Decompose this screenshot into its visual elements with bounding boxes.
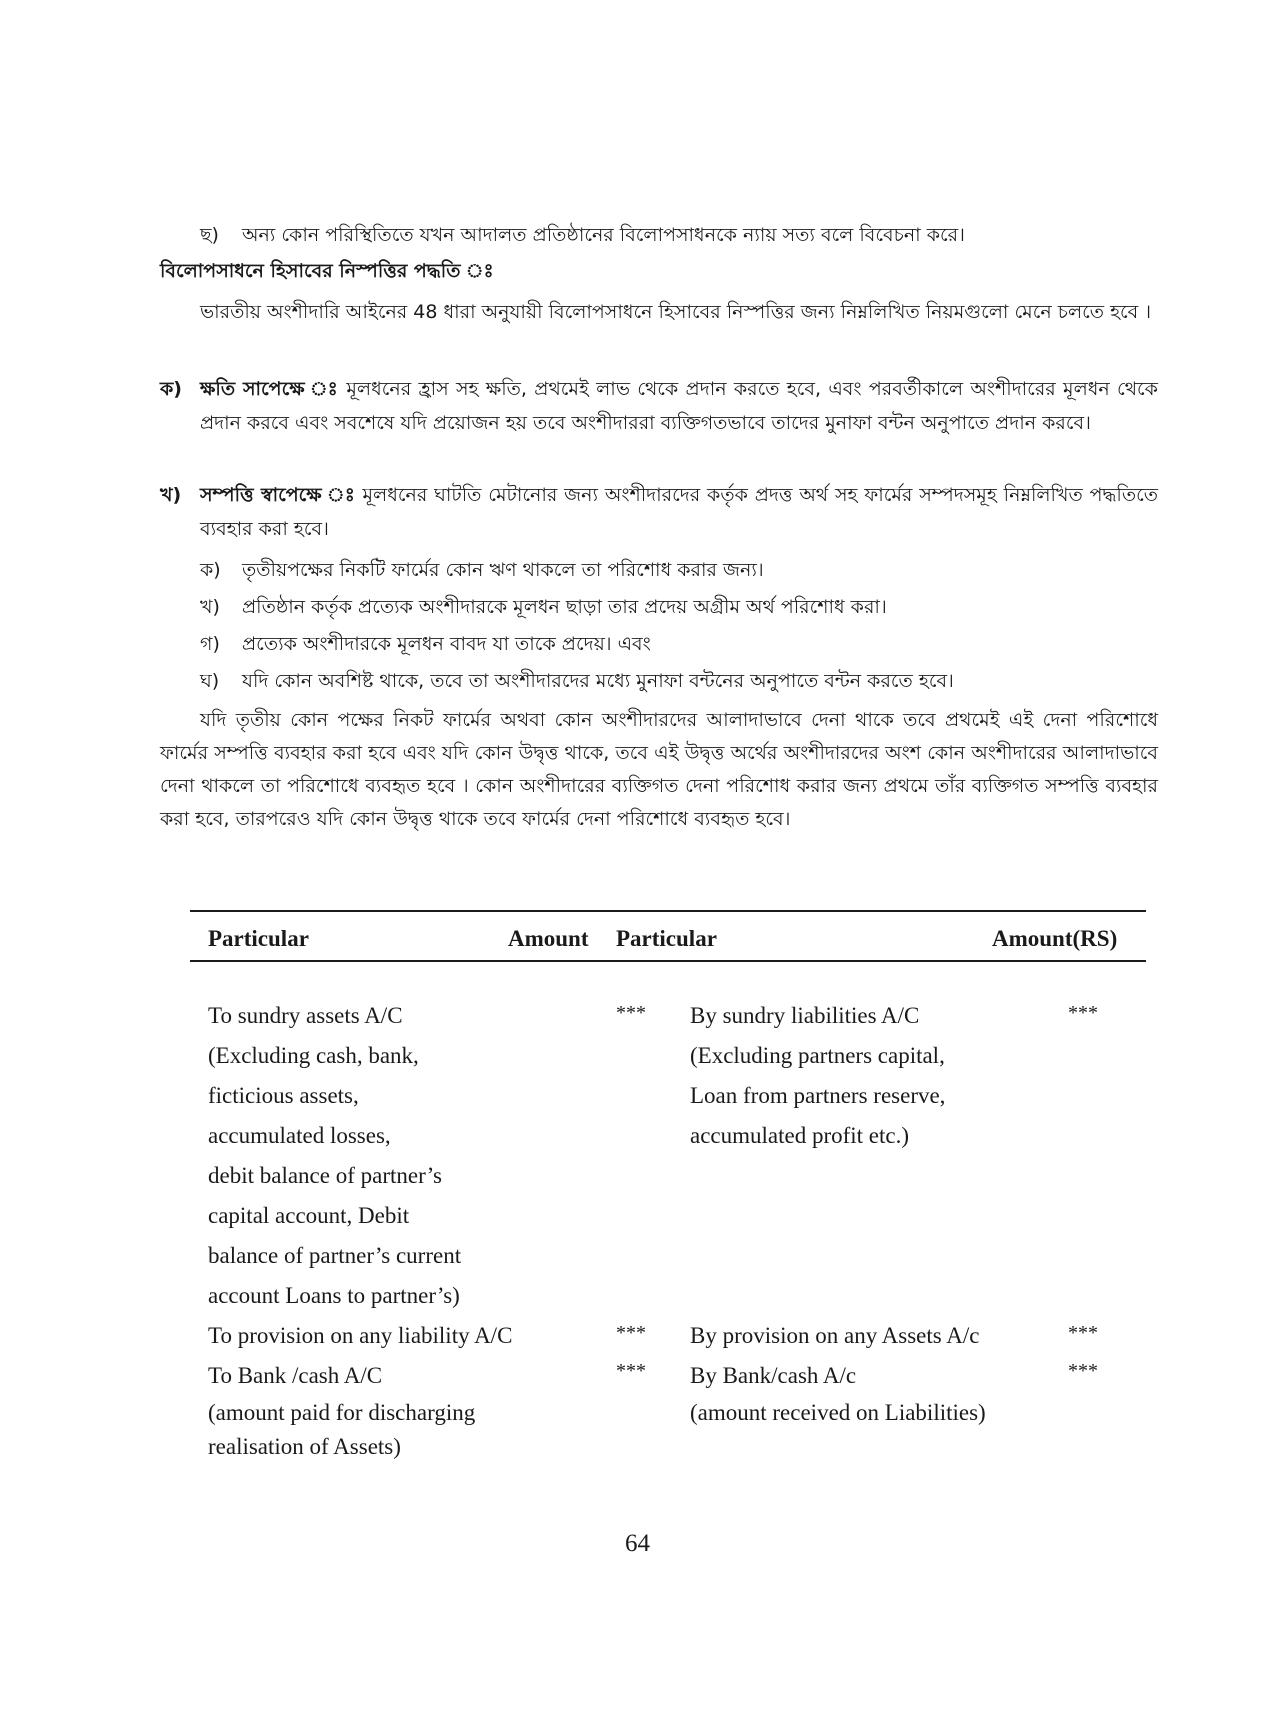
credit-row-line: By provision on any Assets A/c (690, 1323, 980, 1348)
credit-row-line: accumulated profit etc.) (690, 1123, 910, 1148)
header-amount-credit: Amount(RS) (992, 926, 1118, 951)
sub-item (200, 627, 1158, 661)
debit-row-line: accumulated losses, (208, 1123, 391, 1148)
intro-item-text: অন্য কোন পরিস্থিতিতে যখন আদালত প্রতিষ্ঠানের বিলোপসাধনকে ন্যায় সত্য বলে বিবেচনা করে। (242, 224, 965, 246)
debit-row-line: account Loans to partner’s) (208, 1283, 460, 1308)
credit-amount: *** (1068, 1002, 1098, 1024)
debit-row-line: To sundry assets A/C (208, 1003, 403, 1028)
debit-row-line: realisation of Assets) (208, 1434, 401, 1459)
rule-ka (160, 372, 1158, 482)
sub-item (200, 553, 1158, 587)
credit-row-line: Loan from partners reserve, (690, 1083, 946, 1108)
header-particular-credit: Particular (616, 926, 717, 951)
credit-row-line: (amount received on Liabilities) (690, 1400, 986, 1425)
debit-row (208, 1316, 512, 1356)
debit-row-line: balance of partner’s current (208, 1243, 462, 1268)
credit-row-line: By Bank/cash A/c (690, 1363, 857, 1388)
intro-item-marker: ছ) (200, 224, 219, 246)
sub-item (200, 664, 1158, 698)
sub-item-text: প্রত্যেক অংশীদারকে মূলধন বাবদ যা তাকে প্রদেয়। এবং (242, 633, 651, 655)
debit-row-line: (amount paid for discharging (208, 1400, 476, 1425)
rule-ka-title: ক্ষতি সাপেক্ষে ঃ (200, 378, 340, 400)
debit-amount: *** (616, 1002, 646, 1024)
credit-row (690, 1356, 986, 1430)
debit-row-line: capital account, Debit (208, 1203, 410, 1228)
debit-row (208, 1356, 475, 1464)
debit-row-line: debit balance of partner’s (208, 1163, 442, 1188)
debit-row (208, 996, 461, 1316)
table-top-rule (190, 910, 1146, 912)
debit-row-line: ficticious assets, (208, 1083, 359, 1108)
table-header-rule (190, 960, 1146, 962)
closing-paragraph: যদি তৃতীয় কোন পক্ষের নিকট ফার্মের অথবা কোন অংশীদারদের আলাদাভাবে দেনা থাকে তবে প্রথমেই এই দেনা পরিশোধে ফার্মের সম্পত্তি ব্যবহার করা হবে এবং যদি কোন উদ্বৃত্ত থাকে, তবে এই উদ্বৃত্ত অর্থের অংশীদারদের অংশ কোন অংশীদারের আলাদাভাবে দেনা থাকলে তা পরিশোধে ব্যবহৃত হবে । কোন অংশীদারের ব্যক্তিগত দেনা পরিশোধ করার জন্য প্রথমে তাঁর ব্যক্তিগত সম্পত্তি ব্যবহার করা হবে, তারপরেও যদি কোন উদ্বৃত্ত থাকে তবে ফার্মের দেনা পরিশোধে ব্যবহৃত হবে। (160, 709, 1158, 830)
credit-row-line: (Excluding partners capital, (690, 1043, 945, 1068)
sub-item-marker: খ) (200, 596, 220, 618)
credit-row (690, 1316, 979, 1356)
credit-amount: *** (1068, 1360, 1098, 1382)
header-amount-debit: Amount (508, 926, 589, 951)
credit-row-line: By sundry liabilities A/C (690, 1003, 920, 1028)
section-heading: বিলোপসাধনে হিসাবের নিস্পত্তির পদ্ধতি ঃ (160, 260, 494, 282)
sub-item-text: প্রতিষ্ঠান কর্তৃক প্রত্যেক অংশীদারকে মূলধন ছাড়া তার প্রদেয় অগ্রীম অর্থ পরিশোধ করা। (242, 596, 887, 618)
rule-ka-marker: ক) (160, 378, 182, 400)
rule-kha (160, 478, 1158, 554)
page-number: 64 (625, 1530, 650, 1557)
sub-item-marker: গ) (200, 633, 220, 655)
header-particular-debit: Particular (208, 926, 309, 951)
sub-item (200, 590, 1158, 624)
credit-row (690, 996, 945, 1156)
debit-amount: *** (616, 1360, 646, 1382)
rule-kha-marker: খ) (160, 484, 182, 506)
intro-item (200, 218, 1150, 252)
debit-row-line: (Excluding cash, bank, (208, 1043, 419, 1068)
debit-amount: *** (616, 1322, 646, 1344)
debit-row-line: To provision on any liability A/C (208, 1323, 513, 1348)
debit-row-line: To Bank /cash A/C (208, 1363, 383, 1388)
rule-ka-body (200, 372, 1158, 440)
rule-kha-text: মূলধনের ঘাটতি মেটানোর জন্য অংশীদারদের কর্তৃক প্রদত্ত অর্থ সহ ফার্মের সম্পদসমূহ নিম্নলিখিত পদ্ধতিতে ব্যবহার করা হবে। (200, 484, 1158, 540)
sub-item-marker: ঘ) (200, 670, 220, 692)
rule-kha-body (200, 478, 1158, 546)
rule-kha-title: সম্পত্তি স্বাপেক্ষে ঃ (200, 484, 356, 506)
credit-amount: *** (1068, 1322, 1098, 1344)
intro-paragraph: ভারতীয় অংশীদারি আইনের 48 ধারা অনুযায়ী বিলোপসাধনে হিসাবের নিস্পত্তির জন্য নিম্নলিখিত নিয়মগুলো মেনে চলতে হবে । (200, 301, 1152, 323)
rule-ka-text: মূলধনের হ্রাস সহ ক্ষতি, প্রথমেই লাভ থেকে প্রদান করতে হবে, এবং পরবর্তীকালে অংশীদারের মূলধন থেকে প্রদান করবে এবং সবশেষে যদি প্রয়োজন হয় তবে অংশীদাররা ব্যক্তিগতভাবে তাদের মুনাফা বন্টন অনুপাতে প্রদান করবে। (200, 378, 1158, 434)
sub-item-text: তৃতীয়পক্ষের নিকটি ফার্মের কোন ঋণ থাকলে তা পরিশোধ করার জন্য। (242, 559, 764, 581)
sub-item-marker: ক) (200, 559, 221, 581)
sub-item-text: যদি কোন অবশিষ্ট থাকে, তবে তা অংশীদারদের মধ্যে মুনাফা বন্টনের অনুপাতে বন্টন করতে হবে। (242, 670, 954, 692)
